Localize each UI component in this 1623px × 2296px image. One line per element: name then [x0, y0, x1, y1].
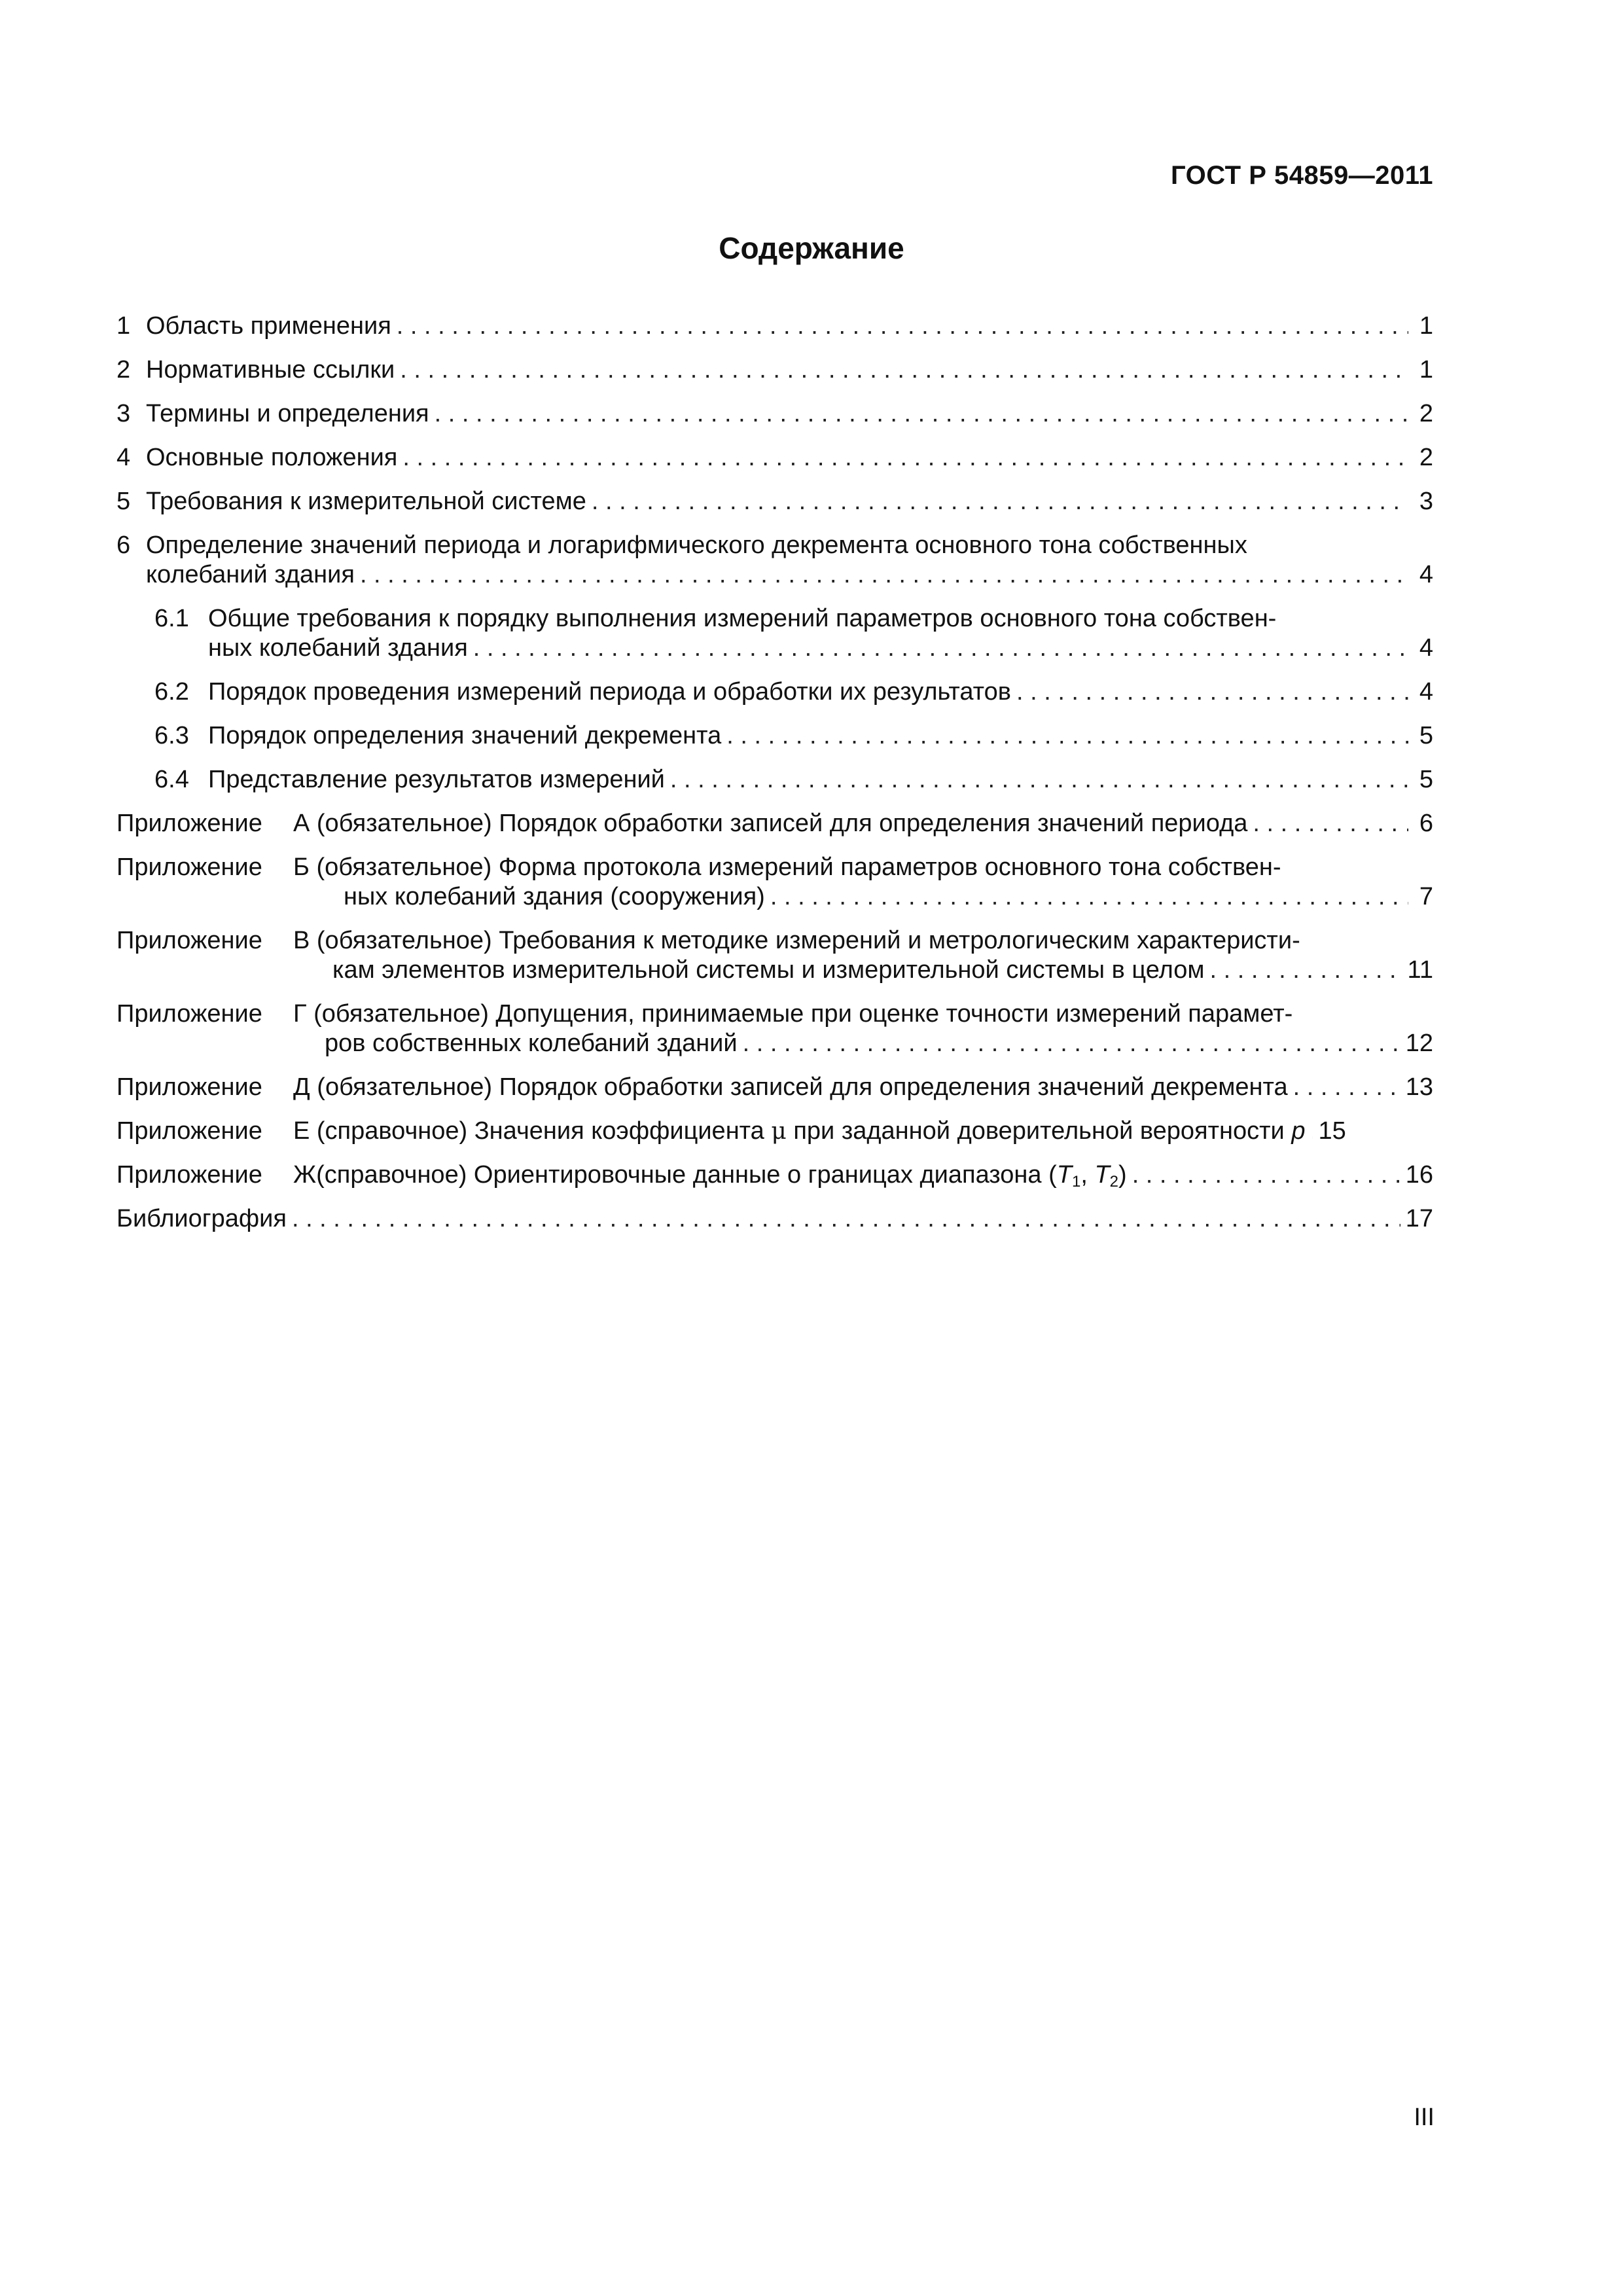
toc-entry-number: 4 [116, 444, 131, 471]
appendix-text [293, 1160, 1127, 1190]
dot-leader [435, 399, 1408, 429]
dot-leader [360, 560, 1408, 590]
toc-entry-1[interactable] [116, 312, 1433, 341]
toc-entry-number: 6.3 [154, 722, 189, 749]
toc-entry-4[interactable] [116, 443, 1433, 473]
toc-page-number: 13 [1405, 1073, 1433, 1101]
toc-appendix-d[interactable] [116, 1073, 1433, 1102]
dot-leader [1293, 1073, 1400, 1102]
toc-page-number: 1 [1419, 356, 1433, 384]
appendix-text-continued: ров собственных колебаний зданий [325, 1030, 738, 1057]
toc-entry-number: 6.1 [154, 605, 189, 632]
dot-leader [402, 443, 1408, 473]
toc-appendix-b[interactable] [116, 853, 1433, 912]
toc-page-number: 4 [1419, 678, 1433, 706]
toc-page-number: 11 [1407, 956, 1433, 984]
appendix-label: Приложение [116, 1117, 262, 1145]
appendix-text-part: Е (справочное) Значения коэффициента [293, 1117, 772, 1145]
appendix-text-part: при заданной доверительной вероятности [786, 1117, 1292, 1145]
toc-entry-6-1[interactable] [116, 604, 1433, 663]
appendix-text: Г (обязательное) Допущения, принимаемые при оценке точности измерений парамет- [293, 1000, 1293, 1028]
appendix-text: А (обязательное) Порядок обработки записей для определения значений периода [293, 810, 1248, 837]
appendix-text-part: ) [1118, 1161, 1127, 1189]
toc-entry-text: Порядок проведения измерений периода и обработки их результатов [208, 678, 1011, 706]
mu-symbol: μ [771, 1118, 787, 1145]
toc-entry-6-3[interactable] [116, 721, 1433, 751]
toc-appendix-zh[interactable] [116, 1160, 1433, 1190]
appendix-text: Д (обязательное) Порядок обработки записей для определения значений декремента [293, 1073, 1288, 1101]
toc-entry-text: Представление результатов измерений [208, 766, 665, 793]
toc-entry-number: 6.2 [154, 678, 189, 706]
toc-entry-text: Термины и определения [146, 400, 429, 427]
toc-entry-text: Общие требования к порядку выполнения измерений параметров основного тона собствен- [208, 605, 1277, 632]
dot-leader [397, 312, 1408, 341]
toc-entry-number: 6.4 [154, 766, 189, 793]
toc-page-number: 2 [1419, 400, 1433, 427]
toc-page-number: 5 [1419, 722, 1433, 749]
toc-title: Содержание [719, 231, 904, 265]
appendix-label: Приложение [116, 1161, 262, 1189]
page-number: III [1414, 2104, 1435, 2131]
toc-page-number: 12 [1405, 1030, 1433, 1057]
dot-leader [473, 634, 1408, 663]
dot-leader [1253, 809, 1408, 838]
dot-leader [1310, 1117, 1313, 1146]
toc-page-number: 17 [1405, 1205, 1433, 1232]
toc-entry-number: 1 [116, 312, 131, 340]
toc-entry-text: Определение значений периода и логарифмического декремента основного тона собственных [146, 531, 1247, 559]
t2-subscript: 2 [1109, 1173, 1119, 1191]
dot-leader [400, 355, 1408, 385]
appendix-text-part: Ж(справочное) Ориентировочные данные о границах диапазона ( [293, 1161, 1057, 1189]
toc-entry-text-continued: колебаний здания [146, 561, 355, 588]
dot-leader [726, 721, 1408, 751]
toc-appendix-v[interactable] [116, 926, 1433, 985]
toc-entry-number: 5 [116, 488, 131, 515]
toc-entry-6[interactable] [116, 531, 1433, 590]
toc-page-number: 2 [1419, 444, 1433, 471]
dot-leader [1210, 956, 1402, 985]
appendix-text: В (обязательное) Требования к методике измерений и метрологическим характеристи- [293, 927, 1300, 954]
toc-entry-number: 3 [116, 400, 131, 427]
appendix-text-continued: кам элементов измерительной системы и измерительной системы в целом [332, 956, 1205, 984]
t2-symbol: T [1094, 1161, 1110, 1189]
dot-leader [670, 765, 1408, 795]
appendix-text: Б (обязательное) Форма протокола измерений параметров основного тона собствен- [293, 853, 1281, 881]
toc-entry-text: Область применения [146, 312, 391, 340]
toc-appendix-g[interactable] [116, 999, 1433, 1058]
dot-leader [743, 1029, 1400, 1058]
dot-leader [592, 487, 1408, 516]
toc-entry-text-continued: ных колебаний здания [208, 634, 468, 662]
t1-subscript: 1 [1071, 1173, 1081, 1191]
bibliography-text: Библиография [116, 1205, 287, 1232]
toc-entry-3[interactable] [116, 399, 1433, 429]
dot-leader [1016, 677, 1408, 707]
p-symbol: p [1291, 1117, 1306, 1145]
toc-page-number: 3 [1419, 488, 1433, 515]
toc-page-number: 1 [1419, 312, 1433, 340]
toc-appendix-a[interactable] [116, 809, 1433, 838]
t1-symbol: T [1056, 1161, 1072, 1189]
toc-entry-6-4[interactable] [116, 765, 1433, 795]
appendix-label: Приложение [116, 1000, 262, 1028]
toc-entry-number: 2 [116, 356, 131, 384]
toc-entry-5[interactable] [116, 487, 1433, 516]
toc-appendix-e[interactable] [116, 1117, 1433, 1146]
toc-entry-text: Основные положения [146, 444, 398, 471]
appendix-label: Приложение [116, 810, 262, 837]
toc-page-number: 4 [1419, 634, 1433, 662]
appendix-label: Приложение [116, 1073, 262, 1101]
dot-leader [770, 882, 1408, 912]
appendix-text-continued: ных колебаний здания (сооружения) [344, 883, 765, 910]
toc-page-number: 15 [1318, 1117, 1346, 1145]
appendix-text [293, 1117, 1305, 1146]
appendix-label: Приложение [116, 853, 262, 881]
toc-entry-text: Порядок определения значений декремента [208, 722, 722, 749]
toc-bibliography[interactable] [116, 1204, 1433, 1234]
toc-entry-6-2[interactable] [116, 677, 1433, 707]
appendix-label: Приложение [116, 927, 262, 954]
table-of-contents [116, 312, 1433, 1248]
dot-leader [1132, 1160, 1400, 1190]
toc-page-number: 7 [1419, 883, 1433, 910]
separator: , [1080, 1161, 1095, 1189]
toc-page-number: 5 [1419, 766, 1433, 793]
document-code: ГОСТ Р 54859—2011 [1171, 161, 1433, 190]
toc-entry-2[interactable] [116, 355, 1433, 385]
toc-entry-text: Требования к измерительной системе [146, 488, 586, 515]
toc-page-number: 4 [1419, 561, 1433, 588]
dot-leader [292, 1204, 1400, 1234]
toc-page-number: 16 [1405, 1161, 1433, 1189]
toc-entry-text: Нормативные ссылки [146, 356, 395, 384]
toc-entry-number: 6 [116, 531, 131, 559]
toc-page-number: 6 [1419, 810, 1433, 837]
